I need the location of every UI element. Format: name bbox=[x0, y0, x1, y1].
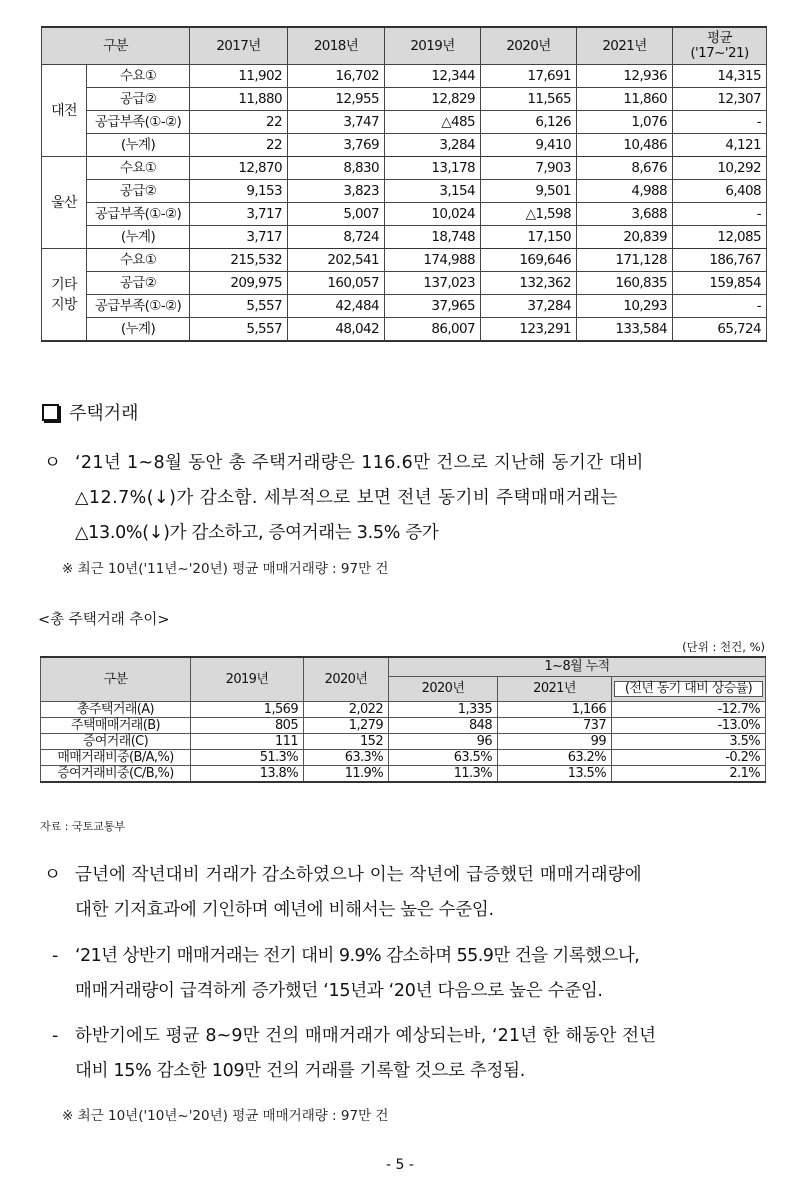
region-label: 대전 bbox=[42, 65, 87, 157]
circle-bullet-icon: ㅇ bbox=[44, 453, 61, 473]
table-cell: 42,484 bbox=[288, 295, 385, 318]
supply-demand-table bbox=[41, 26, 767, 342]
table-cell: 4,121 bbox=[673, 134, 767, 157]
table-cell: 160,057 bbox=[288, 272, 385, 295]
table-cell: 171,128 bbox=[577, 249, 673, 272]
table-cell: 8,724 bbox=[288, 226, 385, 249]
table-row bbox=[41, 734, 766, 750]
table-cell: 9,153 bbox=[190, 180, 288, 203]
table-row bbox=[42, 134, 767, 157]
table-cell: 133,584 bbox=[577, 318, 673, 342]
source-label: 자료 : 국토교통부 bbox=[40, 820, 126, 833]
table-cell: 11,860 bbox=[577, 88, 673, 111]
unit-label: (단위 : 천건, %) bbox=[682, 640, 765, 654]
row-label: 증여거래(C) bbox=[41, 734, 191, 750]
table-cell: 63.5% bbox=[389, 750, 498, 766]
table-cell: 51.3% bbox=[191, 750, 304, 766]
table-cell: 96 bbox=[389, 734, 498, 750]
text-line: ‘21년 상반기 매매거래는 전기 대비 9.9% 감소하며 55.9만 건을 기록했으나, bbox=[75, 946, 640, 966]
row-label: (누계) bbox=[87, 134, 190, 157]
header-year: 2020년 bbox=[481, 27, 577, 65]
table-cell: 111 bbox=[191, 734, 304, 750]
table-cell: 3,284 bbox=[385, 134, 481, 157]
text-line: △13.0%(↓)가 감소하고, 증여거래는 3.5% 증가 bbox=[75, 523, 439, 543]
table-cell: 10,486 bbox=[577, 134, 673, 157]
header-rate: (전년 동기 대비 상승률) bbox=[612, 677, 766, 702]
table-cell: - bbox=[673, 203, 767, 226]
table-cell: 13.8% bbox=[191, 766, 304, 783]
table-cell: 1,279 bbox=[304, 718, 389, 734]
checkbox-square-icon bbox=[42, 404, 59, 421]
row-label: 증여거래비중(C/B,%) bbox=[41, 766, 191, 783]
table-row bbox=[42, 249, 767, 272]
table-cell: 12,307 bbox=[673, 88, 767, 111]
table-cell: 22 bbox=[190, 111, 288, 134]
table-row bbox=[42, 295, 767, 318]
table-cell: 48,042 bbox=[288, 318, 385, 342]
header-cumulative: 1~8월 누적 bbox=[389, 657, 766, 677]
table-cell: 17,691 bbox=[481, 65, 577, 88]
table-cell: 65,724 bbox=[673, 318, 767, 342]
table-cell: 159,854 bbox=[673, 272, 767, 295]
header-category: 구분 bbox=[42, 27, 190, 65]
table-cell: 6,126 bbox=[481, 111, 577, 134]
table-row bbox=[42, 111, 767, 134]
header-year: 2020년 bbox=[389, 677, 498, 702]
table-cell: -13.0% bbox=[612, 718, 766, 734]
table-row bbox=[42, 88, 767, 111]
housing-trade-table bbox=[40, 656, 766, 783]
row-label: 공급② bbox=[87, 180, 190, 203]
table-cell: 12,085 bbox=[673, 226, 767, 249]
table-cell: 215,532 bbox=[190, 249, 288, 272]
table-cell: 1,076 bbox=[577, 111, 673, 134]
table-cell: 123,291 bbox=[481, 318, 577, 342]
table-cell: 4,988 bbox=[577, 180, 673, 203]
header-year: 2019년 bbox=[385, 27, 481, 65]
table-cell: 20,839 bbox=[577, 226, 673, 249]
table-cell: 6,408 bbox=[673, 180, 767, 203]
text-line: 대비 15% 감소한 109만 건의 거래를 기록할 것으로 추정됨. bbox=[75, 1061, 525, 1081]
table-cell: 3,717 bbox=[190, 203, 288, 226]
dash-paragraph-1 bbox=[40, 939, 770, 1009]
row-label: 수요① bbox=[87, 65, 190, 88]
table-cell: 2.1% bbox=[612, 766, 766, 783]
row-label: 공급② bbox=[87, 88, 190, 111]
table-cell: -0.2% bbox=[612, 750, 766, 766]
bullet-paragraph-2 bbox=[40, 858, 770, 928]
header-year: 2020년 bbox=[304, 657, 389, 702]
table-cell: 7,903 bbox=[481, 157, 577, 180]
table-cell: 12,936 bbox=[577, 65, 673, 88]
table-cell: 137,023 bbox=[385, 272, 481, 295]
region-label: 울산 bbox=[42, 157, 87, 249]
table-cell: 22 bbox=[190, 134, 288, 157]
footnote: ※ 최근 10년('10년~'20년) 평균 매매거래량 : 97만 건 bbox=[62, 1108, 389, 1124]
table-cell: 209,975 bbox=[190, 272, 288, 295]
table-cell: 99 bbox=[498, 734, 612, 750]
table-row bbox=[41, 702, 766, 718]
table-cell: 11,880 bbox=[190, 88, 288, 111]
table-row bbox=[42, 203, 767, 226]
table-cell: 10,293 bbox=[577, 295, 673, 318]
row-label: 수요① bbox=[87, 157, 190, 180]
table-cell: 737 bbox=[498, 718, 612, 734]
table-row bbox=[41, 718, 766, 734]
table-cell: 1,335 bbox=[389, 702, 498, 718]
table-cell: 3.5% bbox=[612, 734, 766, 750]
table-row bbox=[42, 226, 767, 249]
table-cell: 1,166 bbox=[498, 702, 612, 718]
table-cell: 132,362 bbox=[481, 272, 577, 295]
header-year: 2017년 bbox=[190, 27, 288, 65]
table-cell: 5,557 bbox=[190, 295, 288, 318]
table-cell: 12,955 bbox=[288, 88, 385, 111]
dash-bullet-icon: - bbox=[52, 946, 59, 966]
table-cell: 3,769 bbox=[288, 134, 385, 157]
table-cell: 5,007 bbox=[288, 203, 385, 226]
table-cell: 174,988 bbox=[385, 249, 481, 272]
header-year: 2021년 bbox=[577, 27, 673, 65]
table-cell: 9,501 bbox=[481, 180, 577, 203]
table-cell: 11,565 bbox=[481, 88, 577, 111]
table-cell: 16,702 bbox=[288, 65, 385, 88]
table-cell: 11.9% bbox=[304, 766, 389, 783]
table-cell: 12,829 bbox=[385, 88, 481, 111]
header-year: 2018년 bbox=[288, 27, 385, 65]
table-cell: 12,344 bbox=[385, 65, 481, 88]
circle-bullet-icon: ㅇ bbox=[44, 865, 61, 885]
header-average: 평균 ('17~'21) bbox=[673, 27, 767, 65]
table-cell: 8,676 bbox=[577, 157, 673, 180]
footnote: ※ 최근 10년('11년~'20년) 평균 매매거래량 : 97만 건 bbox=[62, 561, 389, 577]
region-label: 기타 지방 bbox=[42, 249, 87, 342]
table-cell: 11.3% bbox=[389, 766, 498, 783]
dash-paragraph-2 bbox=[40, 1019, 770, 1089]
table-cell: 9,410 bbox=[481, 134, 577, 157]
row-label: 공급부족(①-②) bbox=[87, 111, 190, 134]
table-cell: 3,688 bbox=[577, 203, 673, 226]
table-cell: △485 bbox=[385, 111, 481, 134]
table-cell: -12.7% bbox=[612, 702, 766, 718]
table-cell: 11,902 bbox=[190, 65, 288, 88]
table-cell: 2,022 bbox=[304, 702, 389, 718]
row-label: 주택매매거래(B) bbox=[41, 718, 191, 734]
table-cell: 17,150 bbox=[481, 226, 577, 249]
dash-bullet-icon: - bbox=[52, 1026, 59, 1046]
text-line: ‘21년 1~8월 동안 총 주택거래량은 116.6만 건으로 지난해 동기간 대비 bbox=[75, 453, 644, 473]
row-label: 공급② bbox=[87, 272, 190, 295]
table-cell: 3,717 bbox=[190, 226, 288, 249]
table-cell: 10,024 bbox=[385, 203, 481, 226]
table-cell: 8,830 bbox=[288, 157, 385, 180]
table-cell: 160,835 bbox=[577, 272, 673, 295]
row-label: (누계) bbox=[87, 318, 190, 342]
table-header-row bbox=[41, 657, 766, 677]
table-cell: 13,178 bbox=[385, 157, 481, 180]
table-cell: 848 bbox=[389, 718, 498, 734]
table-row bbox=[42, 157, 767, 180]
row-label: 매매거래비중(B/A,%) bbox=[41, 750, 191, 766]
table-cell: 37,284 bbox=[481, 295, 577, 318]
table-cell: 3,154 bbox=[385, 180, 481, 203]
table-row bbox=[41, 766, 766, 783]
row-label: 총주택거래(A) bbox=[41, 702, 191, 718]
table-cell: 86,007 bbox=[385, 318, 481, 342]
section-title: 주택거래 bbox=[40, 399, 139, 425]
table-cell: - bbox=[673, 295, 767, 318]
row-label: 공급부족(①-②) bbox=[87, 295, 190, 318]
table-cell: 13.5% bbox=[498, 766, 612, 783]
table-row bbox=[41, 750, 766, 766]
header-year: 2021년 bbox=[498, 677, 612, 702]
table-cell: 14,315 bbox=[673, 65, 767, 88]
table-cell: 63.2% bbox=[498, 750, 612, 766]
table-cell: 12,870 bbox=[190, 157, 288, 180]
bullet-paragraph-1 bbox=[40, 446, 770, 551]
text-line: 하반기에도 평균 8~9만 건의 매매거래가 예상되는바, ‘21년 한 해동안 전년 bbox=[75, 1026, 657, 1046]
table-cell: 3,823 bbox=[288, 180, 385, 203]
table-cell: 37,965 bbox=[385, 295, 481, 318]
table-cell: 3,747 bbox=[288, 111, 385, 134]
text-line: 대한 기저효과에 기인하며 예년에 비해서는 높은 수준임. bbox=[75, 900, 494, 920]
header-year: 2019년 bbox=[191, 657, 304, 702]
table-cell: 18,748 bbox=[385, 226, 481, 249]
table-cell: 186,767 bbox=[673, 249, 767, 272]
row-label: 수요① bbox=[87, 249, 190, 272]
table-cell: 1,569 bbox=[191, 702, 304, 718]
table-cell: 10,292 bbox=[673, 157, 767, 180]
header-category: 구분 bbox=[41, 657, 191, 702]
table-cell: 5,557 bbox=[190, 318, 288, 342]
table-cell: 63.3% bbox=[304, 750, 389, 766]
table-cell: - bbox=[673, 111, 767, 134]
table-caption: <총 주택거래 추이> bbox=[38, 612, 170, 628]
text-line: 금년에 작년대비 거래가 감소하였으나 이는 작년에 급증했던 매매거래량에 bbox=[75, 865, 642, 885]
table-cell: 152 bbox=[304, 734, 389, 750]
text-line: 매매거래량이 급격하게 증가했던 ‘15년과 ‘20년 다음으로 높은 수준임. bbox=[75, 981, 603, 1001]
row-label: 공급부족(①-②) bbox=[87, 203, 190, 226]
table-row bbox=[42, 318, 767, 342]
table-cell: △1,598 bbox=[481, 203, 577, 226]
table-cell: 169,646 bbox=[481, 249, 577, 272]
table-cell: 202,541 bbox=[288, 249, 385, 272]
table-row bbox=[42, 272, 767, 295]
table-header-row bbox=[42, 27, 767, 65]
table-cell: 805 bbox=[191, 718, 304, 734]
text-line: △12.7%(↓)가 감소함. 세부적으로 보면 전년 동기비 주택매매거래는 bbox=[75, 488, 618, 508]
table-row bbox=[42, 180, 767, 203]
page-number: - 5 - bbox=[386, 1157, 414, 1173]
table-row bbox=[42, 65, 767, 88]
row-label: (누계) bbox=[87, 226, 190, 249]
